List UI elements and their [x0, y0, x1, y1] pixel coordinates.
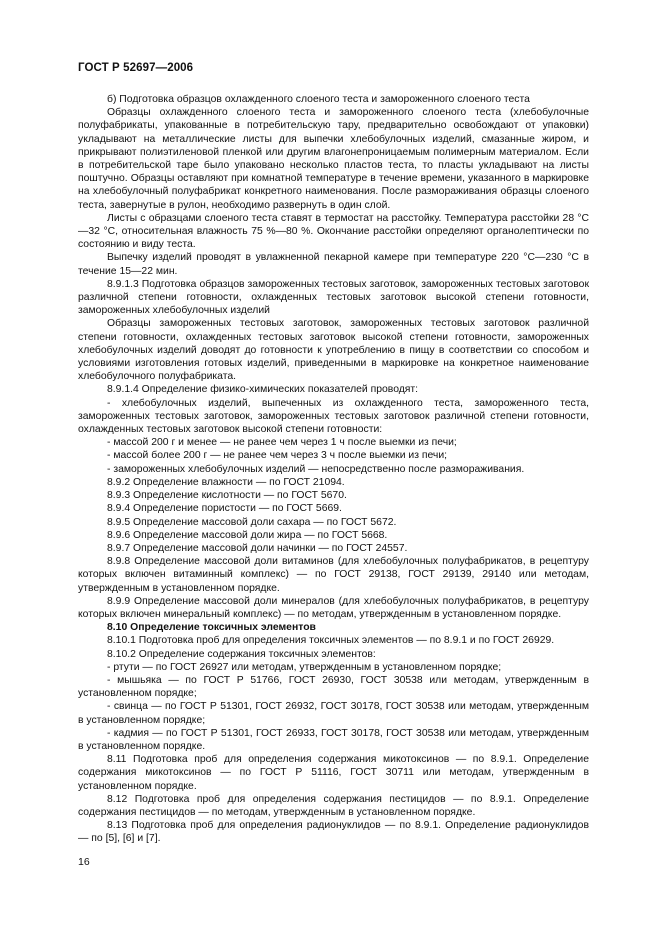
paragraph-8-13: 8.13 Подготовка проб для определения радионуклидов — по 8.9.1. Определение радионуклидов — по [5], [6] и [7]. [78, 820, 589, 845]
document-body [78, 93, 589, 846]
paragraph-8-12: 8.12 Подготовка проб для определения содержания пестицидов — по 8.9.1. Определение содержания пестицидов — по методам, утвержденным в установленном порядке. [78, 793, 589, 818]
paragraph-8-10-1: 8.10.1 Подготовка проб для определения токсичных элементов — по 8.9.1 и по ГОСТ 26929. [107, 635, 555, 647]
list-item: - массой 200 г и менее — не ранее чем через 1 ч после выемки из печи; [107, 437, 457, 449]
list-item: - хлебобулочных изделий, выпеченных из охлажденного теста, замороженного теста, замороженных тестовых заготовок, замороженных тестовых заготовок различной степени готовности, охлажденных тестовых заготовок высокой степени готовности: [78, 397, 589, 436]
page-number: 16 [78, 856, 90, 868]
paragraph: Образцы замороженных тестовых заготовок, замороженных тестовых заготовок различной степени готовности, охлажденных тестовых заготовок высокой степени готовности, замороженных хлебобулочных изделий доводят до готовности к употреблению в пищу в соответствии со способом и условиями изготовления готовых изделий, приведенными в маркировке на конкретное наименование хлебобулочного полуфабриката. [78, 318, 589, 383]
paragraph: Образцы охлажденного слоеного теста и замороженного слоеного теста (хлебобулочные полуфабрикаты, упакованные в потребительскую тару, предварительно освобождают от упаковки) укладывают на металлические листы для выпечки хлебобулочных изделий, смазанные жиром, и прикрывают полиэтиленовой пленкой или другим влагонепроницаемым полимерным материалом. Если в потребительской таре было упаковано несколько пластов теста, то пласты укладывают на листы поштучно. Образцы оставляют при комнатной температуре в течение времени, указанного в маркировке на хлебобулочный полуфабрикат конкретного наименования. После размораживания образцы слоеного теста, завернутые в рулон, необходимо развернуть в один слой. [78, 107, 589, 211]
paragraph-8-9-5: 8.9.5 Определение массовой доли сахара — по ГОСТ 5672. [107, 516, 397, 528]
list-item: - ртути — по ГОСТ 26927 или методам, утвержденным в установленном порядке; [107, 661, 502, 673]
list-item: - замороженных хлебобулочных изделий — непосредственно после размораживания. [107, 463, 525, 475]
paragraph-8-10-2: 8.10.2 Определение содержания токсичных элементов: [107, 648, 376, 660]
list-item: - кадмия — по ГОСТ Р 51301, ГОСТ 26933, ГОСТ 30178, ГОСТ 30538 или методам, утвержденным в установленном порядке. [78, 727, 589, 752]
paragraph-8-9-2: 8.9.2 Определение влажности — по ГОСТ 21094. [107, 476, 345, 488]
paragraph-8-9-4: 8.9.4 Определение пористости — по ГОСТ 5669. [107, 503, 342, 515]
paragraph-8-9-6: 8.9.6 Определение массовой доли жира — по ГОСТ 5668. [107, 529, 388, 541]
list-item: - мышьяка — по ГОСТ Р 51766, ГОСТ 26930, ГОСТ 30538 или методам, утвержденным в установленном порядке; [78, 674, 589, 700]
paragraph-8-9-1-4: 8.9.1.4 Определение физико-химических показателей проводят: [107, 384, 419, 396]
paragraph: Выпечку изделий проводят в увлажненной пекарной камере при температуре 220 °С—230 °С в течение 15—22 мин. [78, 252, 589, 277]
paragraph-8-9-8: 8.9.8 Определение массовой доли витаминов (для хлебобулочных полуфабрикатов, в рецептуру которых включен витаминный комплекс) — по ГОСТ 29138, ГОСТ 29139, 29140 или методам, утвержденным в установленном порядке. [78, 556, 589, 594]
paragraph-subsection-b: б) Подготовка образцов охлажденного слоеного теста и замороженного слоеного теста [107, 94, 530, 105]
paragraph-8-9-7: 8.9.7 Определение массовой доли начинки — по ГОСТ 24557. [107, 542, 408, 554]
paragraph-8-9-9: 8.9.9 Определение массовой доли минералов (для хлебобулочных полуфабрикатов, в рецептуру которых включен минеральный комплекс) — по методам, утвержденным в установленном порядке. [78, 595, 589, 620]
paragraph-8-9-1-3: 8.9.1.3 Подготовка образцов замороженных тестовых заготовок, замороженных тестовых заготовок различной степени готовности, охлажденных тестовых заготовок высокой степени готовности, замороженных хлебобулочных изделий [78, 278, 589, 317]
document-header: ГОСТ Р 52697—2006 [78, 62, 194, 74]
list-item: - массой более 200 г — не ранее чем через 3 ч после выемки из печи; [107, 450, 448, 462]
paragraph-8-9-3: 8.9.3 Определение кислотности — по ГОСТ 5670. [107, 490, 347, 502]
section-heading-8-10: 8.10 Определение токсичных элементов [107, 622, 316, 634]
paragraph-8-11: 8.11 Подготовка проб для определения содержания микотоксинов — по 8.9.1. Определение содержания микотоксинов — по ГОСТ Р 51116, ГОСТ 30711 или методам, утвержденным в установленном порядке. [78, 754, 589, 792]
paragraph: Листы с образцами слоеного теста ставят в термостат на расстойку. Температура расстойки 28 °С—32 °С, относительная влажность 75 %—80 %. Окончание расстойки определяют органолептически по состоянию и виду теста. [78, 212, 589, 251]
list-item: - свинца — по ГОСТ Р 51301, ГОСТ 26932, ГОСТ 30178, ГОСТ 30538 или методам, утвержденным в установленном порядке; [78, 701, 589, 726]
